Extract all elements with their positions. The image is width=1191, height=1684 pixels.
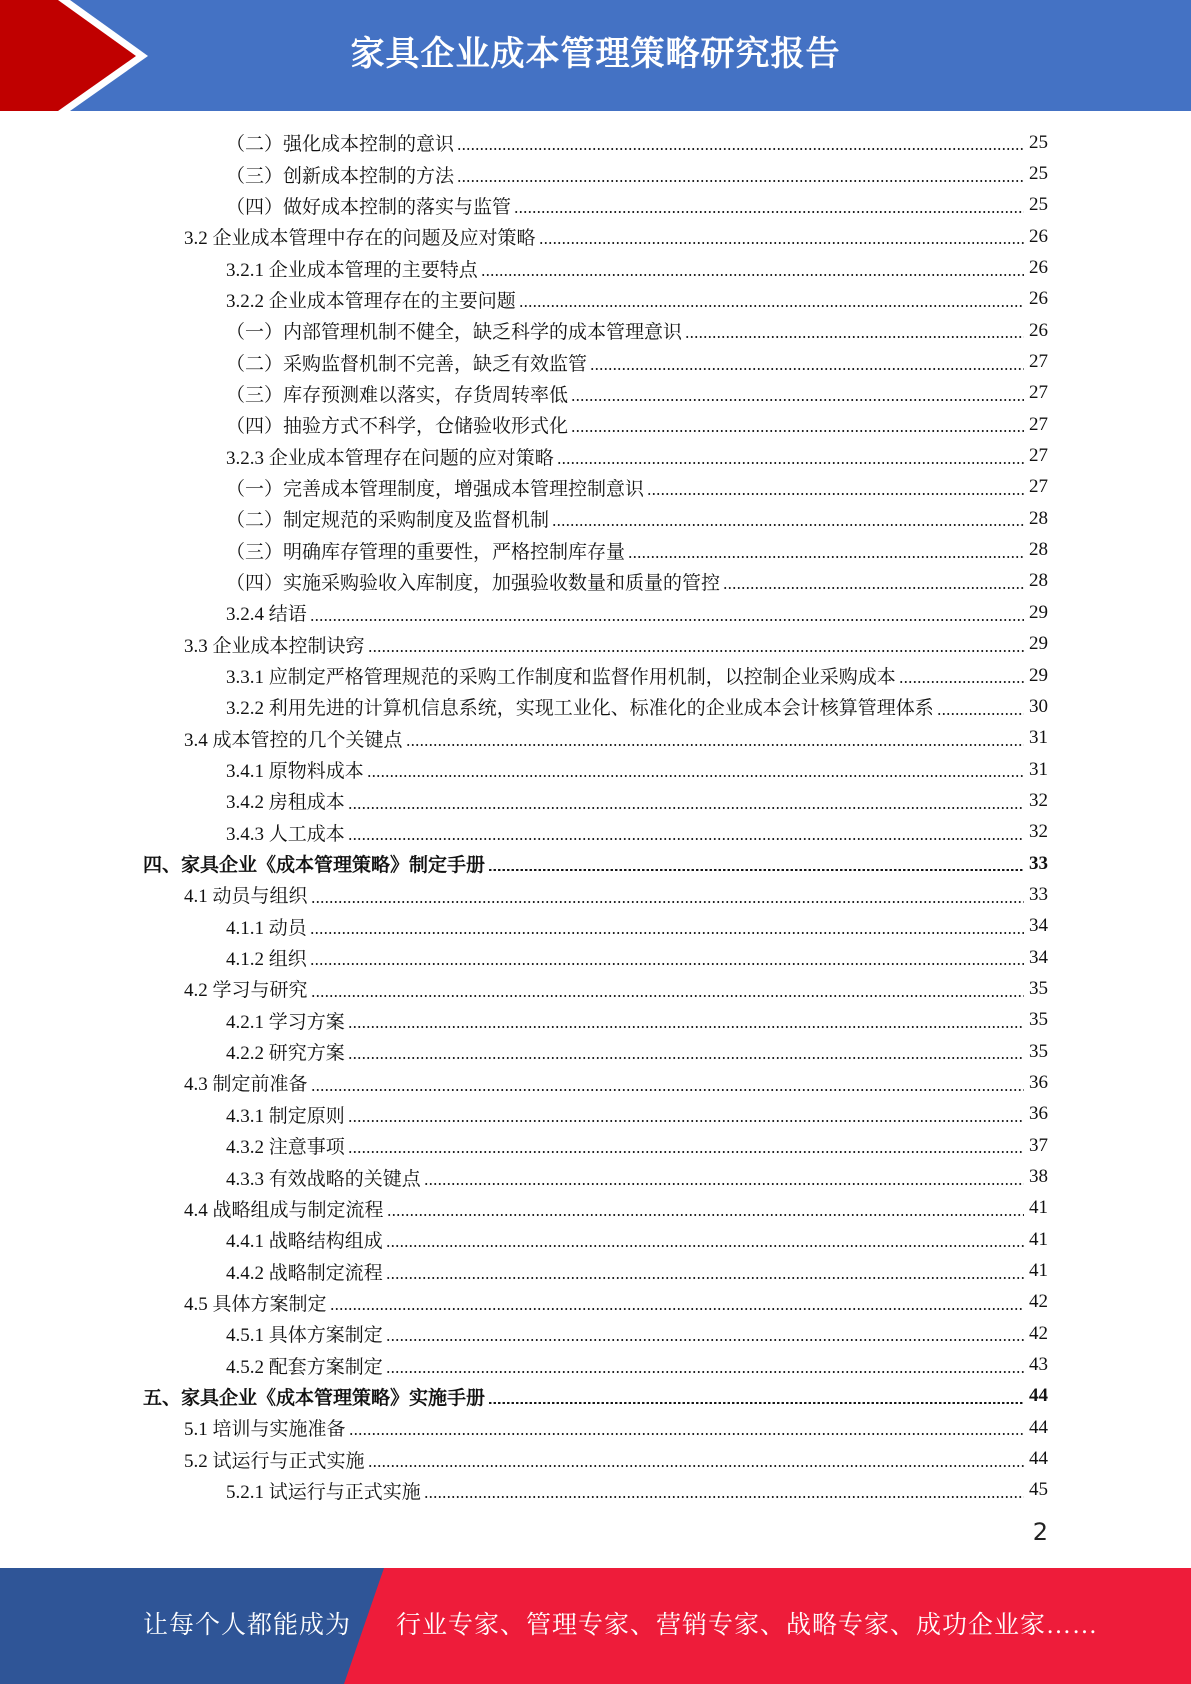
toc-entry[interactable]	[0, 848, 1191, 879]
toc-entry-page: 27	[1029, 413, 1048, 435]
toc-entry-title: （一）完善成本管理制度，增强成本管理控制意识	[226, 478, 645, 500]
toc-entry[interactable]	[0, 346, 1191, 377]
toc-entry-title: 4.2.2 研究方案	[226, 1043, 345, 1065]
toc-entry-page: 32	[1029, 789, 1048, 811]
toc-entry[interactable]	[0, 252, 1191, 283]
toc-entry-title: 3.2.1 企业成本管理的主要特点	[226, 259, 478, 281]
toc-dot-leader	[481, 274, 1024, 276]
toc-dot-leader	[386, 1277, 1024, 1279]
toc-entry[interactable]	[0, 1067, 1191, 1098]
toc-entry-page: 25	[1029, 194, 1048, 216]
footer-slogan-right: 行业专家、管理专家、营销专家、战略专家、成功企业家……	[396, 1612, 1099, 1639]
toc-entry-page: 44	[1029, 1385, 1048, 1407]
toc-dot-leader	[571, 430, 1024, 432]
toc-entry-title: 3.2.2 企业成本管理存在的主要问题	[226, 290, 516, 312]
toc-entry[interactable]	[0, 190, 1191, 221]
toc-entry-page: 27	[1029, 476, 1048, 498]
toc-dot-leader	[367, 775, 1024, 777]
toc-entry-title: （四）做好成本控制的落实与监管	[226, 196, 512, 218]
toc-dot-leader	[348, 807, 1024, 809]
toc-entry-title: （二）制定规范的采购制度及监督机制	[226, 510, 550, 532]
toc-dot-leader	[310, 932, 1024, 934]
toc-entry-title: 3.4 成本管控的几个关键点	[184, 729, 403, 751]
page-header	[0, 0, 1191, 111]
table-of-contents	[0, 127, 1191, 1506]
toc-entry[interactable]	[0, 973, 1191, 1004]
toc-entry[interactable]	[0, 660, 1191, 691]
toc-entry-page: 35	[1029, 977, 1048, 999]
toc-entry-page: 33	[1029, 883, 1048, 905]
toc-dot-leader	[539, 242, 1024, 244]
toc-dot-leader	[552, 524, 1024, 526]
toc-entry-title: 4.1.1 动员	[226, 917, 307, 939]
toc-entry[interactable]	[0, 817, 1191, 848]
toc-entry-title: 5.2 试运行与正式实施	[184, 1450, 365, 1472]
toc-dot-leader	[457, 180, 1024, 182]
toc-dot-leader	[386, 1371, 1024, 1373]
toc-entry[interactable]	[0, 1036, 1191, 1067]
toc-entry[interactable]	[0, 284, 1191, 315]
toc-entry-page: 27	[1029, 351, 1048, 373]
toc-dot-leader	[628, 556, 1024, 558]
toc-entry-title: 3.2.2 利用先进的计算机信息系统，实现工业化、标准化的企业成本会计核算管理体系	[226, 698, 934, 720]
toc-dot-leader	[557, 462, 1024, 464]
toc-entry-title: 4.4.2 战略制定流程	[226, 1262, 383, 1284]
toc-entry-title: （三）创新成本控制的方法	[226, 165, 455, 187]
toc-entry-page: 29	[1029, 633, 1048, 655]
toc-entry-page: 44	[1029, 1448, 1048, 1470]
toc-entry-page: 29	[1029, 664, 1048, 686]
toc-entry[interactable]	[0, 1005, 1191, 1036]
document-title: 家具企业成本管理策略研究报告	[350, 34, 841, 74]
toc-dot-leader	[311, 901, 1024, 903]
toc-dot-leader	[424, 1183, 1024, 1185]
toc-dot-leader	[937, 713, 1024, 715]
toc-dot-leader	[647, 493, 1024, 495]
toc-dot-leader	[723, 587, 1024, 589]
toc-entry-title: 3.2.4 结语	[226, 604, 307, 626]
toc-entry-page: 41	[1029, 1228, 1048, 1250]
footer-slogan-left: 让每个人都能成为	[143, 1612, 352, 1639]
toc-entry[interactable]	[0, 1099, 1191, 1130]
toc-entry-page: 36	[1029, 1103, 1048, 1125]
toc-dot-leader	[514, 211, 1024, 213]
toc-entry-page: 44	[1029, 1416, 1048, 1438]
toc-entry-page: 38	[1029, 1166, 1048, 1188]
toc-dot-leader	[310, 963, 1024, 965]
toc-entry[interactable]	[0, 1381, 1191, 1412]
toc-entry-page: 45	[1029, 1479, 1048, 1501]
toc-entry[interactable]	[0, 409, 1191, 440]
toc-entry-title: 5.1 培训与实施准备	[184, 1419, 346, 1441]
toc-entry[interactable]	[0, 1255, 1191, 1286]
toc-entry-title: 3.4.3 人工成本	[226, 823, 345, 845]
toc-entry[interactable]	[0, 127, 1191, 158]
toc-entry[interactable]	[0, 1349, 1191, 1380]
toc-entry-title: （二）采购监督机制不完善，缺乏有效监管	[226, 353, 588, 375]
toc-entry-page: 35	[1029, 1040, 1048, 1062]
toc-dot-leader	[348, 1026, 1024, 1028]
toc-entry[interactable]	[0, 879, 1191, 910]
toc-entry[interactable]	[0, 378, 1191, 409]
toc-entry[interactable]	[0, 1443, 1191, 1474]
toc-entry[interactable]	[0, 1475, 1191, 1506]
toc-dot-leader	[348, 838, 1024, 840]
toc-entry-title: 4.3.2 注意事项	[226, 1137, 345, 1159]
toc-entry-page: 28	[1029, 570, 1048, 592]
toc-entry[interactable]	[0, 315, 1191, 346]
toc-entry-title: 4.2 学习与研究	[184, 980, 308, 1002]
toc-entry-title: （三）库存预测难以落实，存货周转率低	[226, 384, 569, 406]
toc-entry-title: 5.2.1 试运行与正式实施	[226, 1481, 421, 1503]
toc-entry-title: 4.5 具体方案制定	[184, 1293, 327, 1315]
toc-entry[interactable]	[0, 566, 1191, 597]
toc-entry-title: 4.3.3 有效战略的关键点	[226, 1168, 421, 1190]
toc-entry[interactable]	[0, 942, 1191, 973]
toc-entry-page: 29	[1029, 601, 1048, 623]
toc-entry[interactable]	[0, 1412, 1191, 1443]
toc-entry-title: 3.2.3 企业成本管理存在问题的应对策略	[226, 447, 554, 469]
toc-entry[interactable]	[0, 158, 1191, 189]
toc-entry-page: 35	[1029, 1009, 1048, 1031]
toc-entry-page: 27	[1029, 445, 1048, 467]
toc-entry-title: 五、家具企业《成本管理策略》实施手册	[143, 1387, 486, 1409]
toc-dot-leader	[685, 336, 1024, 338]
toc-entry[interactable]	[0, 1224, 1191, 1255]
toc-entry[interactable]	[0, 440, 1191, 471]
toc-entry[interactable]	[0, 503, 1191, 534]
toc-entry-page: 42	[1029, 1322, 1048, 1344]
toc-dot-leader	[311, 1089, 1024, 1091]
toc-entry-page: 34	[1029, 946, 1048, 968]
toc-entry-page: 34	[1029, 915, 1048, 937]
toc-entry-page: 26	[1029, 319, 1048, 341]
toc-entry-page: 41	[1029, 1197, 1048, 1219]
toc-entry-page: 26	[1029, 257, 1048, 279]
toc-entry[interactable]	[0, 534, 1191, 565]
toc-entry-title: 4.4 战略组成与制定流程	[184, 1199, 384, 1221]
toc-entry-title: 4.3.1 制定原则	[226, 1105, 345, 1127]
toc-dot-leader	[488, 869, 1024, 871]
toc-entry-title: 4.5.2 配套方案制定	[226, 1356, 383, 1378]
toc-entry[interactable]	[0, 1193, 1191, 1224]
toc-entry-page: 41	[1029, 1260, 1048, 1282]
toc-dot-leader	[310, 619, 1024, 621]
toc-entry-title: 4.4.1 战略结构组成	[226, 1231, 383, 1253]
toc-entry[interactable]	[0, 221, 1191, 252]
page-number: 2	[1032, 1518, 1048, 1546]
toc-entry-page: 32	[1029, 821, 1048, 843]
toc-dot-leader	[330, 1308, 1024, 1310]
toc-entry[interactable]	[0, 691, 1191, 722]
toc-entry-title: 四、家具企业《成本管理策略》制定手册	[143, 855, 486, 877]
toc-dot-leader	[387, 1214, 1024, 1216]
toc-entry-page: 42	[1029, 1291, 1048, 1313]
toc-entry[interactable]	[0, 1287, 1191, 1318]
toc-entry[interactable]	[0, 472, 1191, 503]
toc-dot-leader	[424, 1496, 1024, 1498]
toc-entry-page: 30	[1029, 695, 1048, 717]
toc-entry-page: 36	[1029, 1071, 1048, 1093]
toc-entry-page: 33	[1029, 852, 1048, 874]
toc-entry-title: 3.4.2 房租成本	[226, 792, 345, 814]
toc-entry-page: 27	[1029, 382, 1048, 404]
toc-entry-page: 43	[1029, 1354, 1048, 1376]
toc-dot-leader	[349, 1433, 1024, 1435]
toc-dot-leader	[348, 1151, 1024, 1153]
toc-entry-title: （四）抽验方式不科学，仓储验收形式化	[226, 416, 569, 438]
toc-dot-leader	[368, 1465, 1024, 1467]
toc-entry[interactable]	[0, 1130, 1191, 1161]
toc-dot-leader	[386, 1339, 1024, 1341]
toc-dot-leader	[406, 744, 1024, 746]
toc-entry-page: 28	[1029, 507, 1048, 529]
toc-dot-leader	[519, 305, 1024, 307]
toc-entry[interactable]	[0, 1318, 1191, 1349]
toc-entry[interactable]	[0, 1161, 1191, 1192]
toc-entry-title: 4.3 制定前准备	[184, 1074, 308, 1096]
toc-entry-title: （二）强化成本控制的意识	[226, 134, 455, 156]
toc-entry-page: 26	[1029, 288, 1048, 310]
toc-dot-leader	[311, 995, 1024, 997]
toc-entry-page: 31	[1029, 758, 1048, 780]
toc-entry-title: （一）内部管理机制不健全，缺乏科学的成本管理意识	[226, 322, 683, 344]
toc-dot-leader	[348, 1057, 1024, 1059]
toc-dot-leader	[457, 148, 1024, 150]
toc-dot-leader	[348, 1120, 1024, 1122]
toc-entry-page: 26	[1029, 225, 1048, 247]
toc-entry-title: 3.4.1 原物料成本	[226, 761, 364, 783]
page-footer	[0, 1568, 1191, 1684]
toc-dot-leader	[386, 1245, 1024, 1247]
toc-entry-page: 37	[1029, 1134, 1048, 1156]
toc-entry[interactable]	[0, 785, 1191, 816]
toc-dot-leader	[590, 368, 1024, 370]
toc-entry[interactable]	[0, 723, 1191, 754]
toc-entry-page: 28	[1029, 539, 1048, 561]
toc-entry-title: 4.5.1 具体方案制定	[226, 1325, 383, 1347]
toc-dot-leader	[571, 399, 1024, 401]
toc-entry-title: 3.3 企业成本控制诀窍	[184, 635, 365, 657]
toc-entry-page: 25	[1029, 131, 1048, 153]
toc-entry[interactable]	[0, 629, 1191, 660]
toc-entry-title: 4.2.1 学习方案	[226, 1011, 345, 1033]
toc-entry[interactable]	[0, 911, 1191, 942]
toc-entry-title: 4.1.2 组织	[226, 949, 307, 971]
toc-dot-leader	[368, 650, 1024, 652]
toc-entry-page: 31	[1029, 727, 1048, 749]
toc-entry-title: 3.3.1 应制定严格管理规范的采购工作制度和监督作用机制，以控制企业采购成本	[226, 667, 896, 689]
toc-entry[interactable]	[0, 754, 1191, 785]
toc-entry-title: （三）明确库存管理的重要性，严格控制库存量	[226, 541, 626, 563]
toc-entry-title: 4.1 动员与组织	[184, 886, 308, 908]
toc-entry[interactable]	[0, 597, 1191, 628]
toc-entry-title: （四）实施采购验收入库制度，加强验收数量和质量的管控	[226, 572, 721, 594]
toc-entry-page: 25	[1029, 163, 1048, 185]
toc-entry-title: 3.2 企业成本管理中存在的问题及应对策略	[184, 228, 536, 250]
toc-dot-leader	[899, 681, 1024, 683]
toc-dot-leader	[488, 1402, 1024, 1404]
